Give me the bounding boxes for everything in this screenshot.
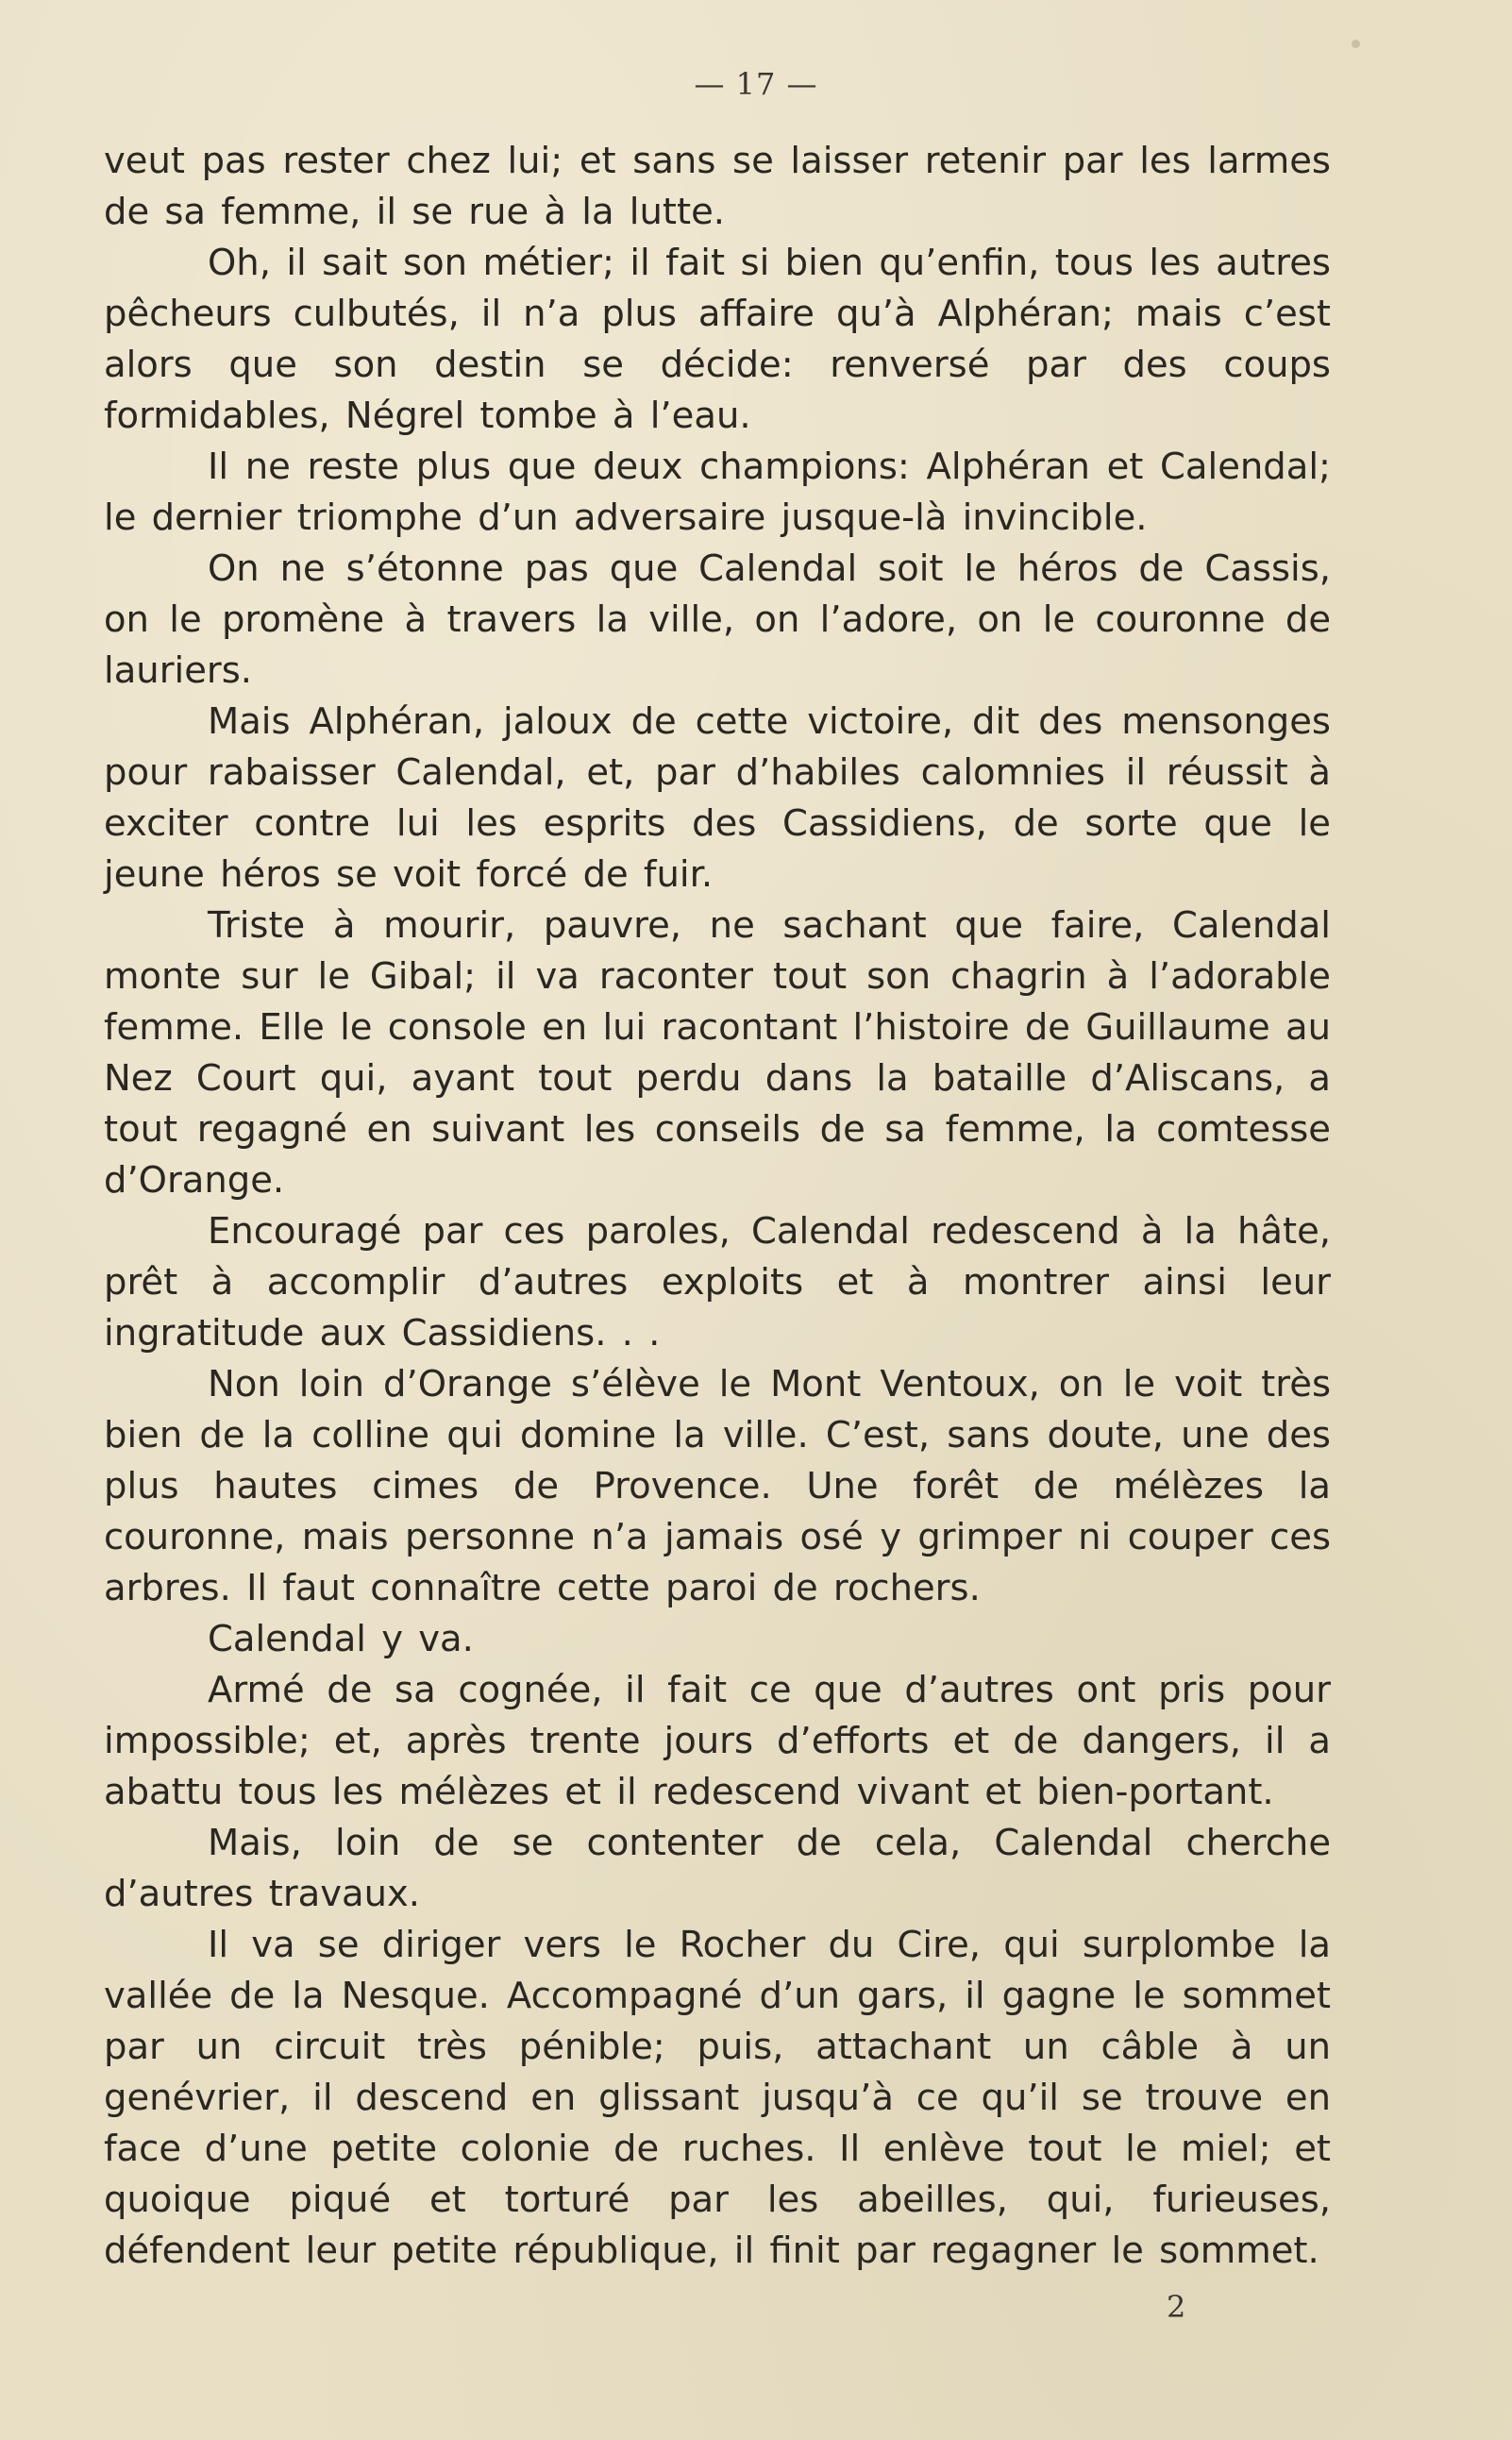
- paragraph: Non loin d’Orange s’élève le Mont Ventoux, on le voit très bien de la colline qui domine la ville. C’est, sans doute, une des plus hautes cimes de Provence. Une forêt de mélèzes la couronne, mais personne n’a jamais osé y grimper ni couper ces arbres. Il faut connaître cette paroi de rochers.: [104, 1363, 1331, 1609]
- paragraph: Oh, il sait son métier; il fait si bien qu’enfin, tous les autres pêcheurs culbutés, il n’a plus affaire qu’à Alphéran; mais c’est alors que son destin se décide: renversé par des coups formidables, Négrel tombe à l’eau.: [104, 242, 1331, 437]
- paragraph: Triste à mourir, pauvre, ne sachant que faire, Calendal monte sur le Gibal; il va raconter tout son chagrin à l’adorable femme. Elle le console en lui racontant l’histoire de Guillaume au Nez Court qui, ayant tout perdu dans la bataille d’Aliscans, a tout regagné en suivant les conseils de sa femme, la comtesse d’Orange.: [104, 904, 1331, 1202]
- paragraph: Calendal y va.: [208, 1618, 474, 1660]
- paragraph: veut pas rester chez lui; et sans se laisser retenir par les larmes de sa femme, il se rue à la lutte.: [104, 140, 1331, 233]
- paper-speck: [1352, 40, 1360, 48]
- body-text: [104, 136, 1331, 2277]
- paragraph: Encouragé par ces paroles, Calendal redescend à la hâte, prêt à accomplir d’autres exploits et à montrer ainsi leur ingratitude aux Cassidiens. . .: [104, 1210, 1331, 1355]
- paragraph: On ne s’étonne pas que Calendal soit le héros de Cassis, on le promène à travers la ville, on l’adore, on le couronne de lauriers.: [104, 547, 1331, 692]
- paragraph: Il va se diriger vers le Rocher du Cire, qui surplombe la vallée de la Nesque. Accompagné d’un gars, il gagne le sommet par un circuit très pénible; puis, attachant un câble à un genévrier, il descend en glissant jusqu’à ce qu’il se trouve en face d’une petite colonie de ruches. Il enlève tout le miel; et quoique piqué et torturé par les abeilles, qui, furieuses, défendent leur petite république, il finit par regagner le sommet.: [104, 1924, 1331, 2272]
- paragraph: Il ne reste plus que deux champions: Alphéran et Calendal; le dernier triomphe d’un adversaire jusque-là invincible.: [104, 446, 1331, 539]
- page-number: — 17 —: [694, 66, 818, 102]
- paragraph: Mais Alphéran, jaloux de cette victoire, dit des mensonges pour rabaisser Calendal, et, par d’habiles calomnies il réussit à exciter contre lui les esprits des Cassidiens, de sorte que le jeune héros se voit forcé de fuir.: [104, 700, 1331, 896]
- paragraph: Mais, loin de se contenter de cela, Calendal cherche d’autres travaux.: [104, 1822, 1331, 1915]
- paragraph: Armé de sa cognée, il fait ce que d’autres ont pris pour impossible; et, après trente jours d’efforts et de dangers, il a abattu tous les mélèzes et il redescend vivant et bien-portant.: [104, 1669, 1331, 1813]
- signature-mark: 2: [1167, 2289, 1186, 2325]
